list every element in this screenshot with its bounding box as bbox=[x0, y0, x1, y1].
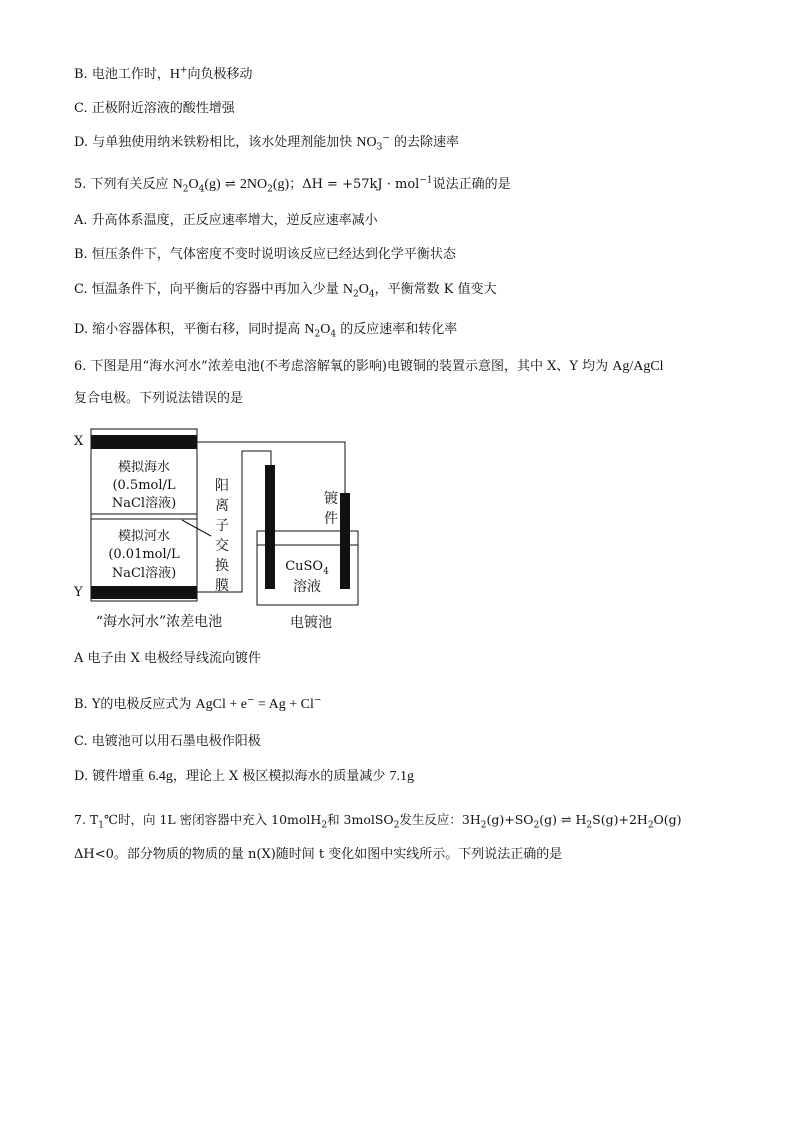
membrane-char: 交 bbox=[215, 538, 229, 554]
q7-text: (g)+SO bbox=[486, 812, 534, 827]
q6-option-d-text: D. 镀件增重 bbox=[74, 769, 149, 784]
plating-caption: 电镀池 bbox=[290, 615, 332, 631]
workpiece-label bbox=[324, 491, 338, 527]
q5-option-b: B. 恒压条件下，气体密度不变时说明该反应已经达到化学平衡状态 bbox=[74, 247, 456, 262]
q4-option-c: C. 正极附近溶液的酸性增强 bbox=[74, 101, 235, 116]
charge-sup: − bbox=[247, 695, 255, 706]
q7-stem-line2: ΔH<0。部分物质的物质的量 n(X)随时间 t 变化如图中实线所示。下列说法正确的是 bbox=[74, 847, 563, 862]
charge-sup: + bbox=[179, 65, 188, 76]
formula-sub: 4 bbox=[330, 329, 337, 340]
q6-stem-text: 6. 下图是用“海水河水”浓差电池(不考虑溶解氧的影响)电镀铜的装置示意图，其中 X、Y 均为 bbox=[74, 359, 613, 374]
cuso4-sub: 4 bbox=[323, 567, 329, 577]
mass-value: 6.4g bbox=[148, 769, 173, 784]
formula-sub: 2 bbox=[182, 184, 189, 195]
sub: 2 bbox=[647, 820, 654, 831]
membrane-char: 阳 bbox=[215, 478, 229, 494]
q5-option-d bbox=[74, 321, 457, 339]
membrane-char: 换 bbox=[215, 558, 229, 574]
equilibrium-arrow-icon: ⇌ bbox=[561, 812, 572, 827]
formula-sub: 2 bbox=[353, 289, 359, 300]
q5-option-d-text: D. 缩小容器体积，平衡右移，同时提高 bbox=[74, 322, 305, 337]
membrane-char: 离 bbox=[215, 498, 229, 514]
membrane-char: 子 bbox=[215, 518, 229, 534]
q6-stem-line1 bbox=[74, 358, 664, 376]
formula-sub: 2 bbox=[314, 329, 321, 340]
q5-stem-text: 5. 下列有关反应 bbox=[74, 177, 173, 192]
anode-electrode bbox=[265, 465, 275, 589]
q6-stem-line2: 复合电极。下列说法错误的是 bbox=[74, 391, 244, 406]
q4-option-b bbox=[74, 66, 253, 84]
nitrate-formula: NO bbox=[356, 135, 377, 150]
state: (g) bbox=[272, 177, 290, 192]
q7-text: 7. T bbox=[74, 812, 99, 827]
x-label: X bbox=[74, 434, 84, 449]
wire-y-to-anode bbox=[197, 451, 271, 592]
q7-text: 发生反应：3H bbox=[399, 812, 481, 827]
unit-sup: −1 bbox=[419, 175, 433, 186]
electrode-formula: Ag/AgCl bbox=[612, 359, 664, 374]
q7-stem-line1 bbox=[74, 811, 682, 829]
sub: 2 bbox=[393, 820, 400, 831]
q4-option-d-tail: 的去除速率 bbox=[389, 135, 460, 150]
formula-sub: 4 bbox=[368, 289, 375, 300]
sub: 2 bbox=[586, 820, 593, 831]
q4-option-d bbox=[74, 134, 459, 152]
equilibrium-arrow-icon: ⇌ bbox=[224, 177, 236, 192]
formula-sub: 3 bbox=[376, 142, 383, 153]
q5-option-c bbox=[74, 281, 497, 299]
river-water-solution: NaCl溶液) bbox=[111, 566, 177, 581]
sea-water-concentration: (0.5mol/L bbox=[112, 478, 176, 493]
q4-option-b-text: B. 电池工作时， bbox=[74, 67, 170, 82]
q6-option-b-text: B. Y的电极反应式为 bbox=[74, 697, 196, 712]
formula: N bbox=[304, 322, 315, 337]
formula-sub: 4 bbox=[198, 184, 205, 195]
workpiece-electrode bbox=[340, 493, 350, 589]
cuso4-text: CuSO bbox=[285, 559, 324, 574]
formula: O bbox=[358, 282, 369, 297]
battery-caption: “海水河水”浓差电池 bbox=[95, 614, 223, 630]
river-water-concentration: (0.01mol/L bbox=[108, 547, 180, 562]
q5-option-a: A. 升高体系温度，正反应速率增大，逆反应速率减小 bbox=[74, 213, 378, 228]
sea-water-label: 模拟海水 bbox=[117, 460, 171, 475]
formula: 2NO bbox=[239, 177, 268, 192]
q5-option-c-text: C. 恒温条件下，向平衡后的容器中再加入少量 bbox=[74, 282, 343, 297]
q7-text: ℃时，向 1L 密闭容器中充入 10molH bbox=[103, 812, 322, 827]
formula: O bbox=[188, 177, 199, 192]
q6-option-d-mid: ，理论上 X 极区模拟海水的质量减少 bbox=[172, 769, 390, 784]
cuso4-label bbox=[285, 559, 329, 577]
charge-sup: − bbox=[382, 133, 390, 144]
sub: 1 bbox=[98, 820, 104, 831]
q7-text: H bbox=[575, 812, 587, 827]
sub: 2 bbox=[480, 820, 487, 831]
state: (g) bbox=[204, 177, 221, 192]
y-label: Y bbox=[74, 585, 83, 600]
q5-option-c-tail: ，平衡常数 K 值变大 bbox=[374, 282, 497, 297]
q6-option-a: A 电子由 X 电极经导线流向镀件 bbox=[74, 651, 262, 666]
sea-water-solution: NaCl溶液) bbox=[111, 496, 177, 511]
equation: AgCl + e bbox=[195, 697, 247, 712]
sub: 2 bbox=[321, 820, 328, 831]
solution-label: 溶液 bbox=[293, 579, 321, 595]
q5-option-d-tail: 的反应速率和转化率 bbox=[336, 322, 458, 337]
formula: N bbox=[172, 177, 183, 192]
q4-option-b-tail: 向负极移动 bbox=[187, 67, 253, 82]
charge-sup: − bbox=[313, 695, 322, 706]
q7-text: (g) bbox=[539, 812, 558, 827]
q7-text: O(g) bbox=[653, 812, 682, 827]
membrane-label bbox=[215, 478, 229, 594]
q5-stem-tail: 说法正确的是 bbox=[432, 177, 511, 192]
mass-value: 7.1g bbox=[389, 769, 415, 784]
membrane-char: 膜 bbox=[215, 578, 229, 594]
q6-option-d bbox=[74, 768, 414, 786]
formula-sub: 2 bbox=[267, 184, 273, 195]
electroplating-diagram bbox=[70, 424, 370, 640]
x-electrode bbox=[91, 435, 197, 449]
enthalpy-text: ；ΔH = +57kJ · mol bbox=[289, 177, 420, 192]
q7-text: 和 3molSO bbox=[327, 812, 394, 827]
y-electrode bbox=[91, 586, 197, 599]
q4-option-d-text: D. 与单独使用纳米铁粉相比，该水处理剂能加快 bbox=[74, 135, 357, 150]
formula: O bbox=[320, 322, 331, 337]
q7-text: S(g)+2H bbox=[592, 812, 648, 827]
workpiece-char: 件 bbox=[324, 511, 338, 527]
formula: N bbox=[342, 282, 354, 297]
equation: = Ag + Cl bbox=[254, 697, 314, 712]
q6-option-c: C. 电镀池可以用石墨电极作阳极 bbox=[74, 734, 261, 749]
sub: 2 bbox=[533, 820, 540, 831]
workpiece-char: 镀 bbox=[324, 491, 338, 507]
river-water-label: 模拟河水 bbox=[117, 529, 171, 544]
q5-stem bbox=[74, 176, 511, 194]
q6-option-b bbox=[74, 696, 321, 714]
hydrogen-ion: H bbox=[169, 67, 180, 82]
